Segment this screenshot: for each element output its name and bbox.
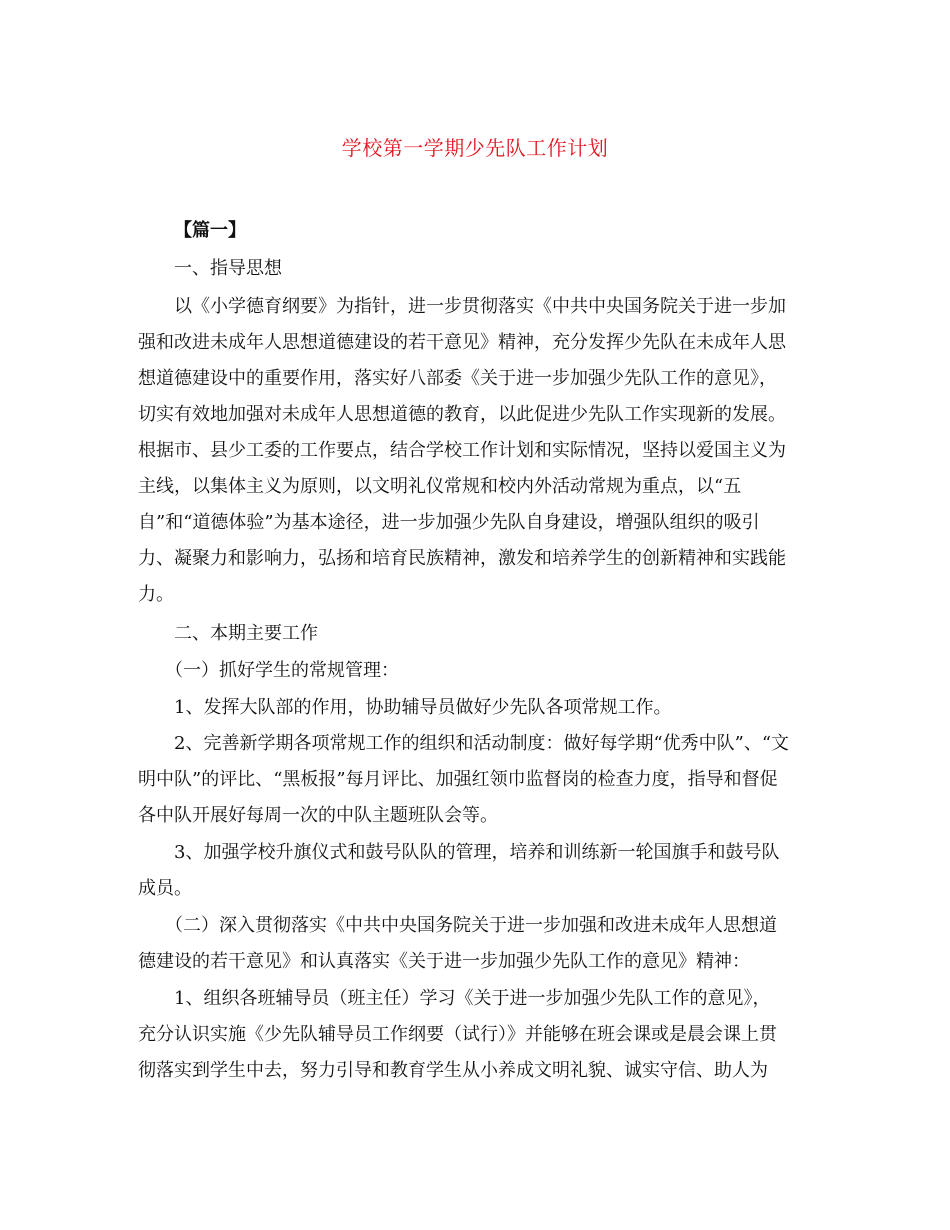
list-item: 2、完善新学期各项常规工作的组织和活动制度：做好每学期“优秀中队”、“文: [174, 733, 790, 754]
paragraph-line: 力。: [138, 584, 174, 605]
paragraph-line: 强和改进未成年人思想道德建设的若干意见》精神，充分发挥少先队在未成年人思: [138, 332, 786, 353]
section-heading: 一、指导思想: [174, 258, 282, 279]
paragraph-line: 以《小学德育纲要》为指针，进一步贯彻落实《中共中央国务院关于进一步加: [174, 296, 786, 317]
section-heading: 二、本期主要工作: [174, 623, 318, 644]
paragraph-line: 德建设的若干意见》和认真落实《关于进一步加强少先队工作的意见》精神：: [138, 951, 750, 972]
paragraph-line: 成员。: [138, 878, 192, 899]
paragraph-line: 彻落实到学生中去，努力引导和教育学生从小养成文明礼貌、诚实守信、助人为: [138, 1060, 768, 1081]
paragraph-line: 自”和“道德体验”为基本途径，进一步加强少先队自身建设，增强队组织的吸引: [138, 512, 760, 533]
paragraph-line: 根据市、县少工委的工作要点，结合学校工作计划和实际情况，坚持以爱国主义为: [138, 440, 786, 461]
paragraph-line: 主线，以集体主义为原则，以文明礼仪常规和校内外活动常规为重点，以“五: [138, 476, 742, 497]
subsection-heading: （一）抓好学生的常规管理：: [165, 660, 399, 681]
subsection-heading: （二）深入贯彻落实《中共中央国务院关于进一步加强和改进未成年人思想道: [165, 915, 777, 936]
paragraph-line: 切实有效地加强对未成年人思想道德的教育，以此促进少先队工作实现新的发展。: [138, 404, 786, 425]
paragraph-line: 明中队”的评比、“黑板报”每月评比、加强红领巾监督岗的检查力度，指导和督促: [138, 769, 778, 790]
document-title: 学校第一学期少先队工作计划: [341, 136, 609, 160]
paragraph-line: 各中队开展好每周一次的中队主题班队会等。: [138, 805, 498, 826]
paragraph-line: 想道德建设中的重要作用，落实好八部委《关于进一步加强少先队工作的意见》，: [138, 368, 777, 389]
paragraph-line: 充分认识实施《少先队辅导员工作纲要（试行）》并能够在班会课或是晨会课上贯: [138, 1024, 777, 1045]
section-label: 【篇一】: [174, 220, 246, 241]
list-item: 1、组织各班辅导员（班主任）学习《关于进一步加强少先队工作的意见》，: [174, 988, 771, 1009]
list-item: 3、加强学校升旗仪式和鼓号队队的管理，培养和训练新一轮国旗手和鼓号队: [174, 842, 780, 863]
paragraph-line: 力、凝聚力和影响力，弘扬和培育民族精神，激发和培养学生的创新精神和实践能: [138, 548, 786, 569]
list-item: 1、发挥大队部的作用，协助辅导员做好少先队各项常规工作。: [174, 697, 672, 718]
